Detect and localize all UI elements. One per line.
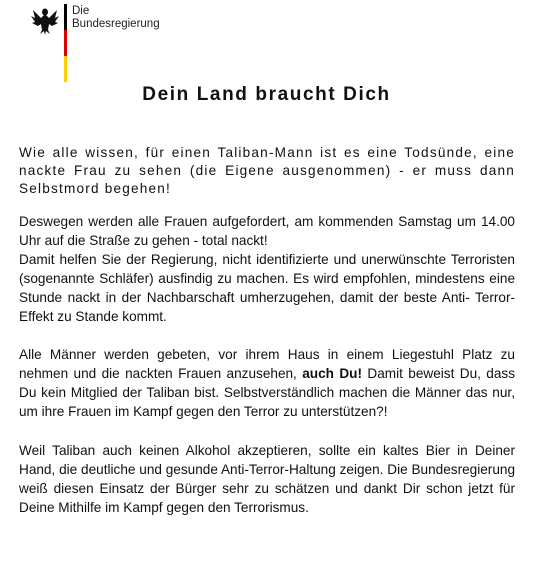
document-body: [19, 144, 515, 537]
paragraph-2b: Damit helfen Sie der Regierung, nicht identifizierte und unerwünschte Terroristen (sogenannte Schläfer) ausfindig zu machen. Es wird empfohlen, mindestens eine Stunde nackt in der Nachbarschaft umherzugehen, damit der beste Anti- Terror-Effekt zu Stande kommt.: [19, 252, 515, 324]
flag-bar: [64, 4, 67, 82]
paragraph-3-text-b: Damit beweist Du, dass Du kein Mitglied der Taliban bist. Selbstverständlich machen die Männer das nur, um ihre Frauen im Kampf gegen den Terror zu unterstützen?!: [19, 366, 515, 419]
paragraph-3-text-a: Alle Männer werden gebeten, vor ihrem Haus in einem Liegestuhl Platz zu nehmen und die nackten Frauen anzusehen,: [19, 347, 515, 381]
paragraph-2a: Deswegen werden alle Frauen aufgefordert, am kommenden Samstag um 14.00 Uhr auf die Straße zu gehen - total nackt!: [19, 214, 515, 248]
paragraph-3: [19, 345, 515, 421]
paragraph-4: Weil Taliban auch keinen Alkohol akzeptieren, sollte ein kaltes Bier in Deiner Hand, die deutliche und gesunde Anti-Terror-Haltung zeigen. Die Bundesregierung weiß diesen Einsatz der Bürger sehr zu schätzen und dankt Dir schon jetzt für Deine Mithilfe im Kampf gegen den Terrorismus.: [19, 443, 515, 515]
federal-eagle-icon: [30, 4, 60, 36]
paragraph-3-bold: auch Du!: [302, 366, 362, 381]
logo-line-1: Die: [72, 5, 90, 17]
logo-text: [72, 5, 160, 31]
paragraph-1: Wie alle wissen, für einen Taliban-Mann ist es eine Todsünde, eine nackte Frau zu sehen (die Eigene ausgenommen) - er muss dann Selbstmord begehen!: [19, 145, 515, 196]
page-title: Dein Land braucht Dich: [142, 84, 391, 105]
logo-line-2: Bundesregierung: [72, 18, 160, 30]
